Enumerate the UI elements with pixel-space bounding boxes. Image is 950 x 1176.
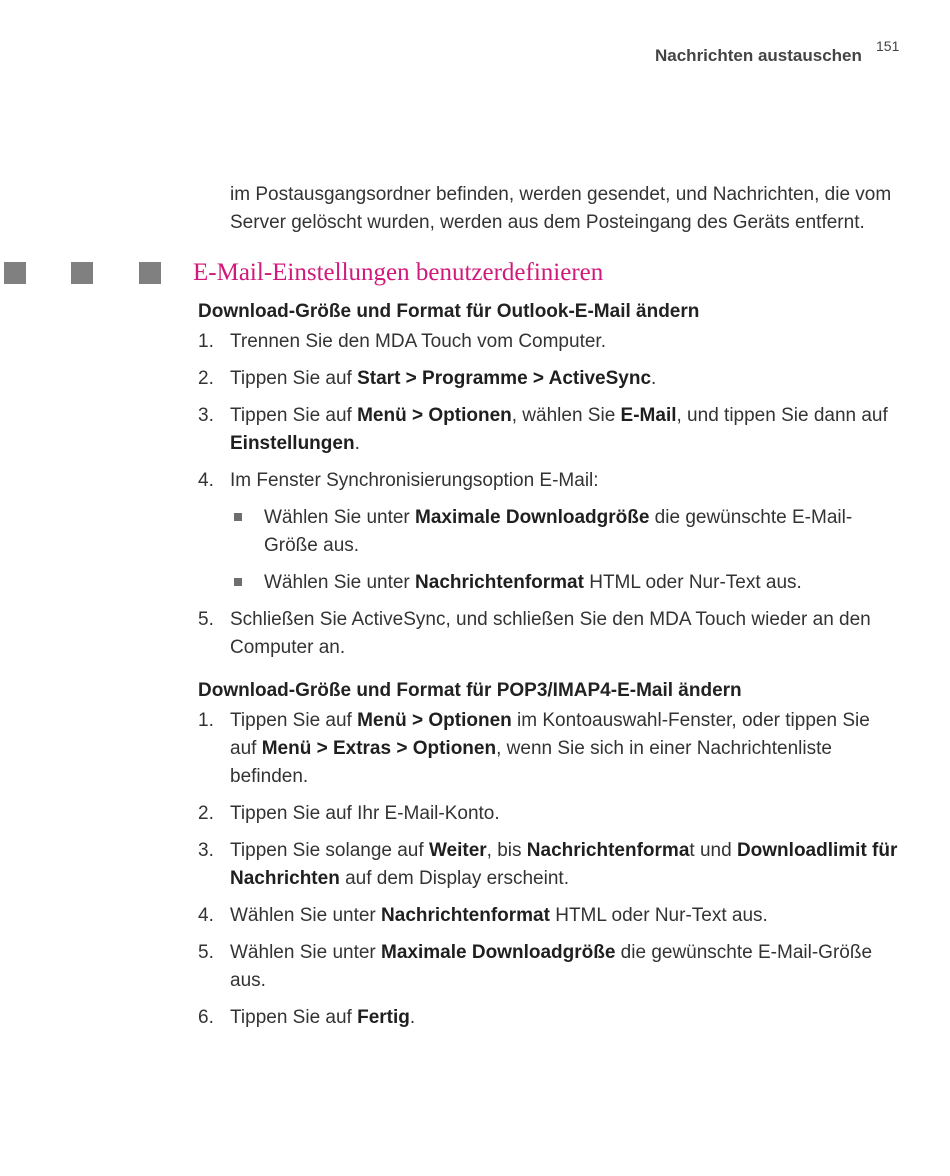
list-item: [198, 902, 898, 930]
step-number: 2.: [198, 803, 214, 824]
step-text: , wenn Sie sich in einer Nachrichtenliste befinden.: [230, 738, 832, 787]
option-name: Fertig: [357, 1007, 410, 1028]
list-item: [198, 1004, 898, 1032]
step-number: 2.: [198, 368, 214, 389]
step-text: Im Fenster Synchronisierungsoption E-Mail:: [230, 470, 599, 491]
step-text: Tippen Sie solange auf: [230, 840, 429, 861]
intro-line-1: im Postausgangsordner befinden, werden gesendet, und Nachrichten, die vom: [230, 184, 892, 205]
step-number: 3.: [198, 840, 214, 861]
option-name: Downloadlimit für Nachrichten: [230, 840, 898, 889]
step-text: Trennen Sie den MDA Touch vom Computer.: [230, 331, 606, 352]
bullet-list: [230, 504, 898, 597]
step-text: Tippen Sie auf: [230, 368, 358, 389]
bullet-text: HTML oder Nur-Text aus.: [583, 572, 802, 593]
option-name: Nachrichtenforma: [526, 840, 690, 861]
step-text: t und: [689, 840, 737, 861]
list-item: [198, 402, 898, 458]
step-text: Schließen Sie ActiveSync, und schließen Sie den MDA Touch wieder an den Computer an.: [230, 609, 871, 658]
bullet-text: Wählen Sie unter: [264, 572, 416, 593]
step-text: Tippen Sie auf: [230, 1007, 358, 1028]
step-text: , bis: [486, 840, 527, 861]
step-number: 5.: [198, 942, 214, 963]
menu-path: Menü > Optionen: [357, 405, 512, 426]
step-text: Wählen Sie unter: [230, 905, 382, 926]
step-number: 1.: [198, 710, 214, 731]
option-name: Maximale Downloadgröße: [415, 507, 650, 528]
list-item: [198, 365, 898, 393]
marker-square: [139, 262, 161, 284]
step-text: im Kontoauswahl-Fenster, oder tippen Sie auf: [230, 710, 870, 759]
list-item: [198, 328, 898, 356]
marker-square: [4, 262, 26, 284]
bullet-item: [230, 569, 898, 597]
section-title: E-Mail-Einstellungen benutzerdefinieren: [193, 259, 604, 286]
bullet-text: die gewünschte E-Mail-Größe aus.: [264, 507, 853, 556]
step-text: Tippen Sie auf Ihr E-Mail-Konto.: [230, 803, 500, 824]
step-number: 4.: [198, 470, 214, 491]
list-item: [198, 707, 898, 791]
step-number: 5.: [198, 609, 214, 630]
step-number: 6.: [198, 1007, 214, 1028]
option-name: E-Mail: [620, 405, 677, 426]
square-bullet-icon: [234, 513, 242, 521]
page-number: 151: [876, 38, 900, 54]
menu-path: Menü > Extras > Optionen: [261, 738, 497, 759]
list-item: [198, 800, 898, 828]
step-text: Tippen Sie auf: [230, 405, 358, 426]
list-item: [198, 837, 898, 893]
step-text: auf dem Display erscheint.: [339, 868, 569, 889]
marker-square: [71, 262, 93, 284]
step-text: HTML oder Nur-Text aus.: [549, 905, 768, 926]
pop3-steps: [198, 707, 898, 1041]
running-header: Nachrichten austauschen: [655, 46, 862, 65]
step-text: Tippen Sie auf: [230, 710, 358, 731]
option-name: Einstellungen: [230, 433, 355, 454]
step-text: die gewünschte E-Mail-Größe aus.: [230, 942, 873, 991]
step-text: , wählen Sie: [511, 405, 621, 426]
option-name: Nachrichtenformat: [415, 572, 584, 593]
bullet-item: [230, 504, 898, 560]
step-text: .: [354, 433, 360, 454]
step-text: , und tippen Sie dann auf: [676, 405, 888, 426]
list-item: [198, 939, 898, 995]
option-name: Nachrichtenformat: [381, 905, 550, 926]
step-number: 4.: [198, 905, 214, 926]
menu-path: Start > Programme > ActiveSync: [357, 368, 652, 389]
step-number: 3.: [198, 405, 214, 426]
step-number: 1.: [198, 331, 214, 352]
step-text: .: [409, 1007, 416, 1028]
list-item: [198, 606, 898, 662]
pop3-heading: Download-Größe und Format für POP3/IMAP4-E-Mail ändern: [198, 680, 742, 701]
intro-paragraph: [230, 181, 910, 237]
menu-path: Menü > Optionen: [357, 710, 512, 731]
square-bullet-icon: [234, 578, 242, 586]
bullet-text: Wählen Sie unter: [264, 507, 416, 528]
intro-line-2: Server gelöscht wurden, werden aus dem Posteingang des Geräts entfernt.: [230, 212, 865, 233]
outlook-steps: [198, 328, 898, 671]
option-name: Weiter: [428, 840, 487, 861]
option-name: Maximale Downloadgröße: [381, 942, 616, 963]
list-item: [198, 467, 898, 597]
step-text: Wählen Sie unter: [230, 942, 382, 963]
outlook-heading: Download-Größe und Format für Outlook-E-Mail ändern: [198, 301, 700, 322]
step-text: .: [651, 368, 657, 389]
